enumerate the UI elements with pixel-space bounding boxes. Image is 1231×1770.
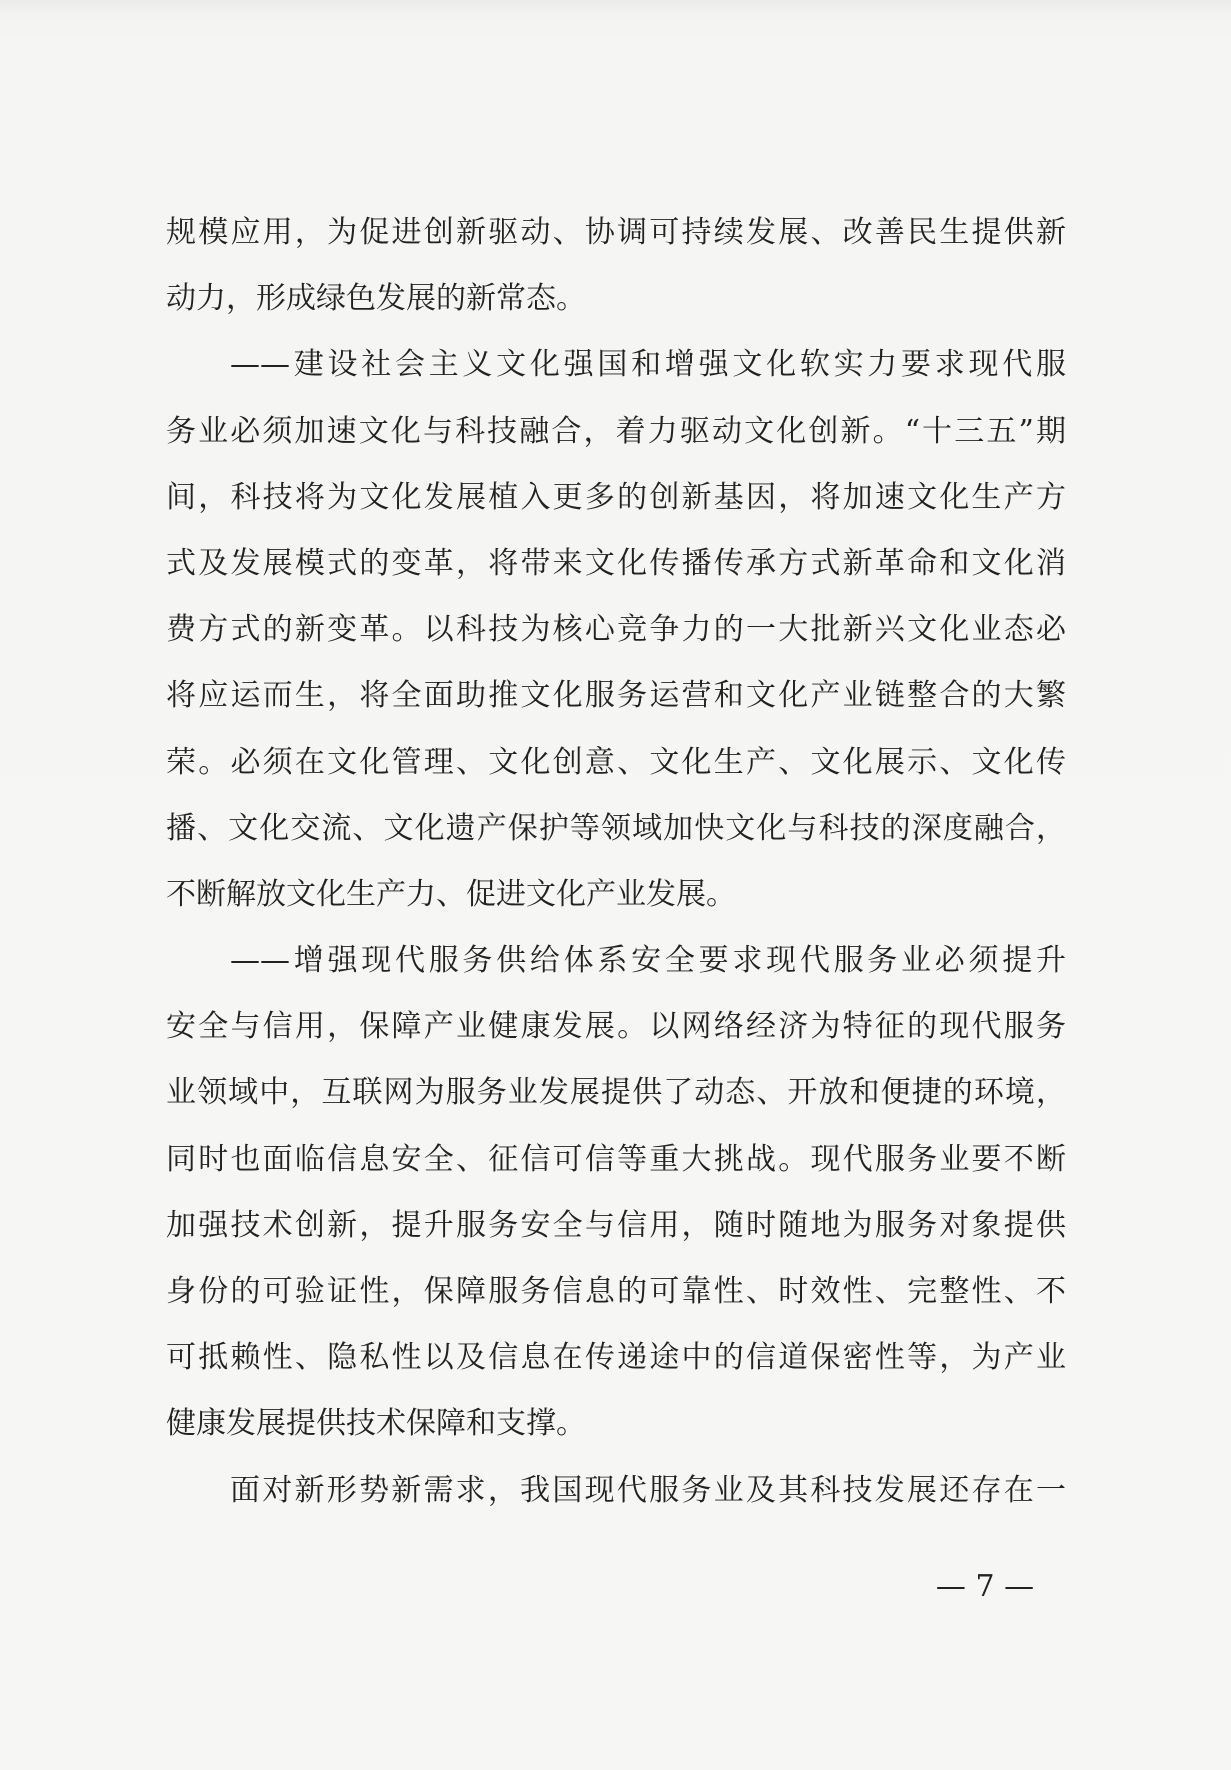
text-line-2: 动力，形成绿色发展的新常态。 — [166, 281, 586, 317]
text-line-17: 身份的可验证性，保障服务信息的可靠性、时效性、完整性、不 — [166, 1274, 1066, 1309]
text-line-7: 费方式的新变革。以科技为核心竞争力的一大批新兴文化业态必 — [166, 612, 1066, 648]
text-line-20: 面对新形势新需求，我国现代服务业及其科技发展还存在一 — [230, 1472, 1066, 1508]
text-line-3: ——建设社会主义文化强国和增强文化软实力要求现代服 — [230, 347, 1066, 383]
text-line-16: 加强技术创新，提升服务安全与信用，随时随地为服务对象提供 — [166, 1207, 1066, 1243]
text-line-13: 安全与信用，保障产业健康发展。以网络经济为特征的现代服务 — [166, 1009, 1066, 1045]
text-line-18: 可抵赖性、隐私性以及信息在传递途中的信道保密性等，为产业 — [166, 1340, 1066, 1376]
text-line-5: 间，科技将为文化发展植入更多的创新基因，将加速文化生产方 — [166, 479, 1066, 515]
text-line-11: 不断解放文化生产力、促进文化产业发展。 — [166, 876, 736, 912]
text-line-12: ——增强现代服务供给体系安全要求现代服务业必须提升 — [230, 943, 1066, 979]
text-line-1: 规模应用，为促进创新驱动、协调可持续发展、改善民生提供新 — [166, 215, 1066, 250]
body-text — [166, 200, 1066, 1524]
text-line-15: 同时也面临信息安全、征信可信等重大挑战。现代服务业要不断 — [166, 1141, 1066, 1177]
text-line-6: 式及发展模式的变革，将带来文化传播传承方式新革命和文化消 — [166, 545, 1066, 581]
text-line-8: 将应运而生，将全面助推文化服务运营和文化产业链整合的大繁 — [166, 678, 1066, 714]
text-line-10: 播、文化交流、文化遗产保护等领域加快文化与科技的深度融合， — [166, 810, 1066, 846]
text-line-19: 健康发展提供技术保障和支撑。 — [166, 1406, 586, 1442]
text-line-9: 荣。必须在文化管理、文化创意、文化生产、文化展示、文化传 — [166, 744, 1066, 780]
text-line-4: 务业必须加速文化与科技融合，着力驱动文化创新。“十三五”期 — [166, 413, 1066, 449]
text-line-14: 业领域中，互联网为服务业发展提供了动态、开放和便捷的环境， — [166, 1075, 1066, 1111]
page-number: — 7 — — [935, 1569, 1035, 1604]
